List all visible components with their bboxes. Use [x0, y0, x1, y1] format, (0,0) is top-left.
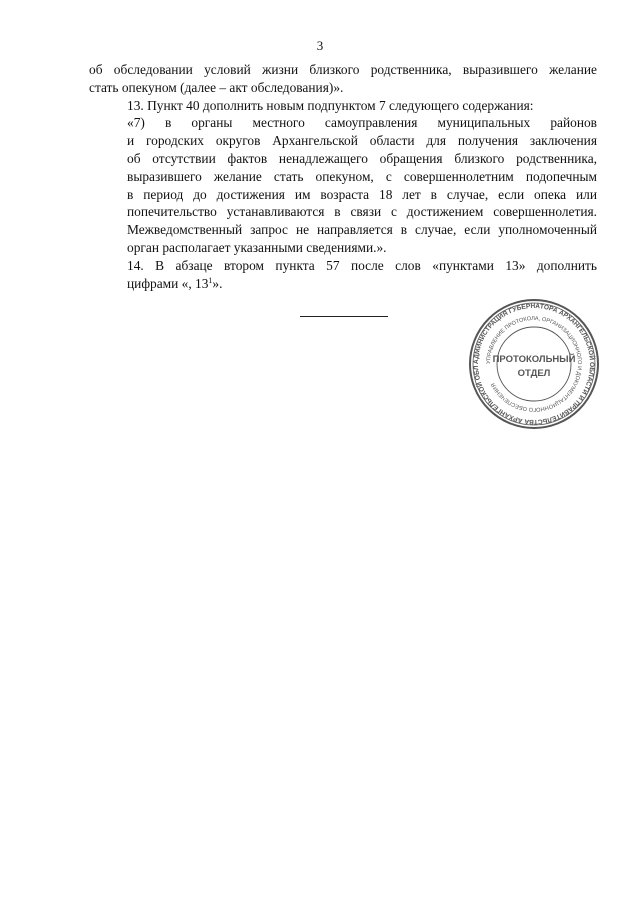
closing-divider-line [300, 316, 388, 317]
paragraph-quote-subitem-7 [89, 114, 597, 256]
stamp-seal-icon [468, 298, 600, 430]
stamp-center-line2: ОТДЕЛ [517, 368, 551, 379]
official-stamp [468, 298, 600, 430]
text-line: об обследовании условий жизни близкого родственника, выразившего желание [89, 62, 597, 77]
text-line: «7) в органы местного самоуправления муниципальных районов [127, 115, 597, 131]
text-line: 13. Пункт 40 дополнить новым подпунктом 7 следующего содержания: [127, 97, 534, 113]
text-line: попечительство устанавливаются в связи с достижением совершеннолетия. [127, 204, 597, 220]
text-line: выразившего желание стать опекуном, с совершеннолетним подопечным [127, 168, 597, 184]
text-line: и городских округов Архангельской области для получения заключения [127, 133, 597, 149]
text-line: стать опекуном (далее – акт обследования)». [89, 79, 344, 95]
text-line-last [89, 275, 597, 293]
text-fragment: цифрами «, 13 [127, 275, 209, 291]
text-line: об отсутствии фактов ненадлежащего обращения близкого родственника, [127, 150, 597, 166]
text-fragment: ». [212, 275, 223, 291]
stamp-inner-text: УПРАВЛЕНИЕ ПРОТОКОЛА, ОРГАНИЗАЦИОННОГО И ДОКУМЕНТАЦИОННОГО ОБЕСПЕЧЕНИЯ [485, 315, 583, 413]
document-body [89, 61, 597, 292]
paragraph-continuation [89, 61, 597, 97]
paragraph-item-13 [89, 97, 597, 115]
page-number: 3 [316, 38, 324, 53]
text-line: в период до достижения им возраста 18 лет в случае, если опека или [127, 186, 597, 202]
text-line: Межведомственный запрос не направляется в случае, если уполномоченный [127, 222, 597, 238]
text-line: 14. В абзаце втором пункта 57 после слов «пунктами 13» дополнить [127, 257, 597, 273]
stamp-outer-text: АДМИНИСТРАЦИЯ ГУБЕРНАТОРА АРХАНГЕЛЬСКОЙ ОБЛАСТИ И ПРАВИТЕЛЬСТВА АРХАНГЕЛЬСКОЙ ОБЛ [472, 302, 596, 426]
stamp-center-line1: ПРОТОКОЛЬНЫЙ [492, 354, 576, 365]
superscript: 1 [208, 275, 213, 285]
text-line: орган располагает указанными сведениями.». [127, 239, 387, 255]
paragraph-item-14 [89, 257, 597, 293]
